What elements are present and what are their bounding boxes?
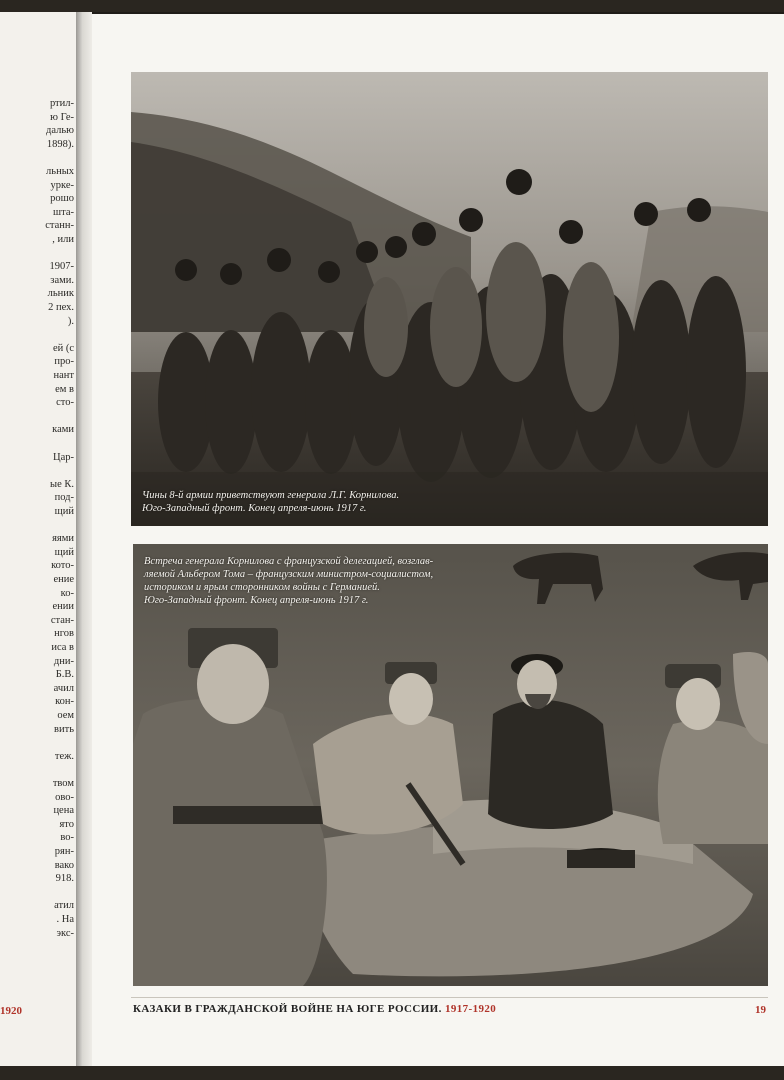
left-page-text-line: урке-	[50, 179, 74, 191]
left-page-text-line: экс-	[56, 927, 74, 939]
left-page-text-line: . На	[56, 914, 74, 925]
left-page-text-line: ято	[59, 818, 74, 830]
running-head-title: КАЗАКИ В ГРАЖДАНСКОЙ ВОЙНЕ НА ЮГЕ РОССИИ.	[133, 1003, 442, 1015]
caption-photo-2-line-3: историком и ярым сторонником войны с Германией.	[144, 582, 380, 593]
left-page-text-line: нант	[53, 370, 74, 381]
caption-photo-1-line-1: Чины 8-й армии приветствуют генерала Л.Г. Корнилова.	[142, 490, 400, 501]
photo-kornilov-greeting	[131, 72, 768, 526]
left-page-text-line: 1898).	[46, 138, 74, 150]
left-page-text-line: цена	[53, 805, 74, 817]
left-page-text-line: сто-	[56, 397, 74, 409]
left-page-text-line: ые К.	[50, 478, 74, 490]
left-page-text-line: щий	[54, 546, 74, 558]
photo-french-delegation	[133, 544, 768, 986]
left-page-text-line: кото-	[51, 560, 74, 572]
caption-photo-2	[144, 555, 433, 607]
left-page-text-line: 2 пех.	[48, 302, 74, 313]
left-page-text-line: про-	[54, 356, 74, 368]
left-page-text-line: вако	[54, 859, 74, 871]
left-page-text-line: шта-	[53, 206, 74, 218]
left-page-text-line: ко-	[60, 587, 74, 599]
left-page-text-line: Б.В.	[55, 669, 74, 681]
left-page-text-line: Цар-	[53, 451, 74, 463]
left-page-text-line: стан-	[50, 614, 74, 626]
scan-edge-top	[0, 0, 784, 12]
left-page-text-line: во-	[60, 832, 74, 844]
left-page-text-line: ей (с	[52, 342, 74, 354]
left-page-text-line: далью	[46, 125, 74, 137]
footer-rule	[131, 997, 768, 998]
scan-edge-bottom	[0, 1066, 784, 1080]
left-page-text-line: льных	[46, 166, 74, 177]
caption-photo-1	[142, 489, 399, 515]
left-page-text-line: рошо	[50, 193, 74, 205]
left-page-text-line: кон-	[55, 696, 74, 708]
left-page-fragment	[0, 12, 76, 1066]
left-page-text-line: , или	[52, 234, 74, 245]
left-page-text-line: теж.	[54, 750, 74, 762]
left-page-text-line: ками	[52, 424, 74, 436]
left-page-text-line: льник	[47, 288, 74, 300]
left-page-text-line: станн-	[45, 220, 74, 232]
left-page-text-line: нгов	[54, 628, 74, 640]
left-page-text-line: атил	[54, 900, 74, 912]
left-page-text-line: ем в	[55, 383, 74, 395]
left-page-text-line: ю Ге-	[50, 111, 74, 123]
left-page-text-line: дни-	[53, 655, 74, 667]
photo-1-image	[131, 72, 768, 526]
left-page-text-line: щий	[54, 506, 74, 517]
left-page-text-line: твом	[52, 778, 74, 789]
photo-2-image	[133, 544, 768, 986]
caption-photo-1-line-2: Юго-Западный фронт. Конец апреля-июнь 1917 г.	[142, 503, 367, 514]
left-page-text-line: ово-	[55, 791, 74, 803]
left-page-text-line: ртил-	[49, 98, 74, 109]
left-page-text-line: зами.	[50, 274, 74, 286]
left-page-text-line: ).	[67, 315, 74, 327]
caption-photo-2-line-4: Юго-Западный фронт. Конец апреля-июнь 1917 г.	[144, 595, 369, 606]
left-page-text-line: 918.	[55, 873, 74, 885]
running-head-years: 1917-1920	[444, 1003, 497, 1015]
book-gutter	[76, 12, 92, 1066]
left-page-footer-number: 1920	[0, 1005, 22, 1017]
left-page-text-line: под-	[54, 492, 74, 504]
left-page-text-line: иса в	[51, 642, 74, 653]
left-page-text-line: оем	[57, 710, 74, 721]
caption-photo-2-line-2: ляемой Альбером Тома – французским министром-социалистом,	[144, 569, 434, 580]
left-page-text-line: ение	[53, 574, 74, 585]
left-page-text-line: яями	[52, 533, 74, 545]
left-page-text-line: ачил	[53, 682, 74, 694]
page-number: 19	[755, 1004, 766, 1016]
left-page-text-line: ении	[52, 601, 74, 613]
left-page-text-line: 1907-	[49, 261, 74, 273]
running-head	[133, 1003, 496, 1015]
caption-photo-2-line-1: Встреча генерала Корнилова с французской делегацией, возглав-	[144, 556, 434, 567]
left-page-text-line: рян-	[54, 846, 74, 857]
left-page-text-line: вить	[54, 723, 74, 735]
